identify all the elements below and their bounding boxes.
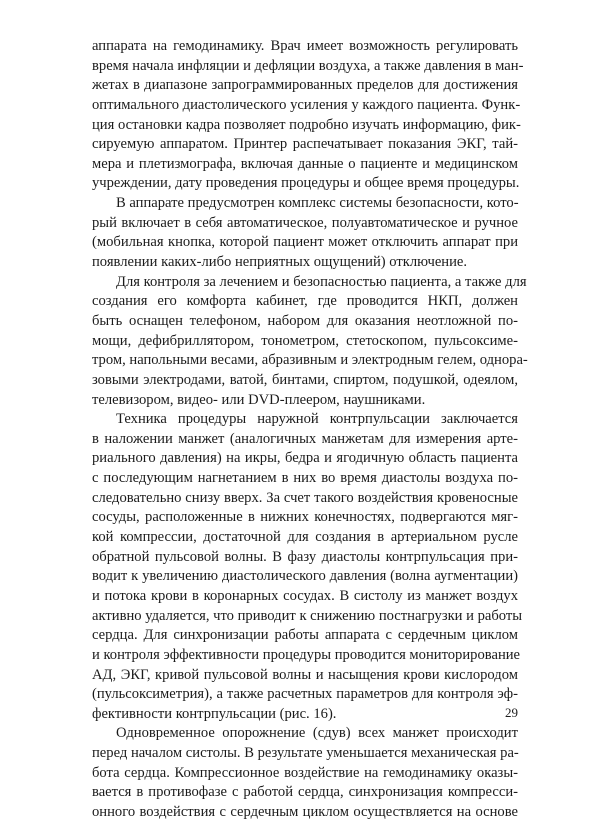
paragraph bbox=[92, 410, 523, 724]
text-line: АД, ЭКГ, кривой пульсовой волны и насыщения крови кислородом bbox=[92, 666, 518, 683]
text-line: сердца. Для синхронизации работы аппарата с сердечным циклом bbox=[92, 627, 518, 644]
text-line: (мобильная кнопка, которой пациент может отключить аппарат при bbox=[92, 234, 518, 251]
text-line: мера и плетизмографа, включая данные о пациенте и медицинском bbox=[92, 155, 518, 172]
text-line: в наложении манжет (аналогичных манжетам для измерения арте- bbox=[92, 430, 518, 447]
text-line: В аппарате предусмотрен комплекс системы безопасности, кото- bbox=[116, 195, 519, 212]
text-line: кой компрессии, достаточной для создания в артериальном русле bbox=[92, 529, 518, 546]
text-line: ция остановки кадра позволяет подробно изучать информацию, фик- bbox=[92, 116, 521, 133]
text-line: время начала инфляции и дефляции воздуха, а также давления в ман- bbox=[92, 57, 524, 74]
text-line: телевизором, видео- или DVD-плеером, наушниками. bbox=[92, 391, 426, 408]
text-line: оптимального диастолического усиления у каждого пациента. Функ- bbox=[92, 96, 521, 113]
text-line: (пульсоксиметрия), а также расчетных параметров для контроля эф- bbox=[92, 686, 518, 703]
text-line: фективности контрпульсации (рис. 16). bbox=[92, 705, 337, 722]
page-number: 29 bbox=[505, 705, 518, 720]
text-line: зовыми электродами, ватой, бинтами, спиртом, подушкой, одеялом, bbox=[92, 371, 518, 388]
text-line: появлении каких-либо неприятных ощущений) отключение. bbox=[92, 254, 468, 271]
text-line: риального давления) на икры, бедра и ягодичную область пациента bbox=[92, 450, 518, 467]
body-text bbox=[92, 37, 528, 823]
text-line: Для контроля за лечением и безопасностью пациента, а также для bbox=[116, 273, 527, 290]
text-line: быть оснащен телефоном, набором для оказания неотложной по- bbox=[92, 312, 518, 329]
text-line: и контроля эффективности процедуры проводится мониторирование bbox=[92, 646, 521, 663]
text-line: бота сердца. Компрессионное воздействие на гемодинамику оказы- bbox=[92, 764, 518, 781]
paragraph bbox=[92, 37, 524, 194]
text-line: онного воздействия с сердечным циклом осуществляется на основе bbox=[92, 803, 518, 820]
text-line: учреждении, дату проведения процедуры и общее время процедуры. bbox=[92, 175, 520, 192]
text-line: сируемую аппаратом. Принтер распечатывает показания ЭКГ, тай- bbox=[92, 136, 518, 153]
text-line: и потока крови в коронарных сосудах. В систолу из манжет воздух bbox=[92, 587, 518, 604]
text-line: мощи, дефибриллятором, тонометром, стетоскопом, пульсоксиме- bbox=[92, 332, 518, 349]
text-line: Одновременное опорожнение (сдув) всех манжет происходит bbox=[116, 725, 518, 742]
paragraph bbox=[92, 273, 528, 410]
paragraph bbox=[92, 724, 518, 822]
text-line: с последующим нагнетанием в них во время диастолы воздуха по- bbox=[92, 470, 518, 487]
text-line: жетах в диапазоне запрограммированных пределов для достижения bbox=[92, 77, 518, 94]
text-line: создания его комфорта кабинет, где проводится НКП, должен bbox=[92, 293, 518, 310]
text-line: перед началом систолы. В результате уменьшается механическая ра- bbox=[92, 745, 519, 762]
text-line: следовательно снизу вверх. За счет такого воздействия кровеносные bbox=[92, 489, 518, 506]
paragraph bbox=[92, 194, 518, 273]
text-line: активно удаляется, что приводит к снижению постнагрузки и работы bbox=[92, 607, 523, 624]
text-line: тром, напольными весами, абразивным и электродным гелем, однора- bbox=[92, 352, 528, 369]
text-line: обратной пульсовой волны. В фазу диастолы контрпульсация при- bbox=[92, 548, 518, 565]
text-line: Техника процедуры наружной контрпульсации заключается bbox=[116, 411, 518, 428]
text-line: рый включает в себя автоматическое, полуавтоматическое и ручное bbox=[92, 214, 518, 231]
text-line: сосуды, расположенные в нижних конечностях, подвергаются мяг- bbox=[92, 509, 518, 526]
text-line: аппарата на гемодинамику. Врач имеет возможность регулировать bbox=[92, 38, 518, 54]
text-line: вается в противофазе с работой сердца, синхронизация компресси- bbox=[92, 784, 518, 801]
text-line: водит к увеличению диастолического давления (волна аугментации) bbox=[92, 568, 518, 585]
